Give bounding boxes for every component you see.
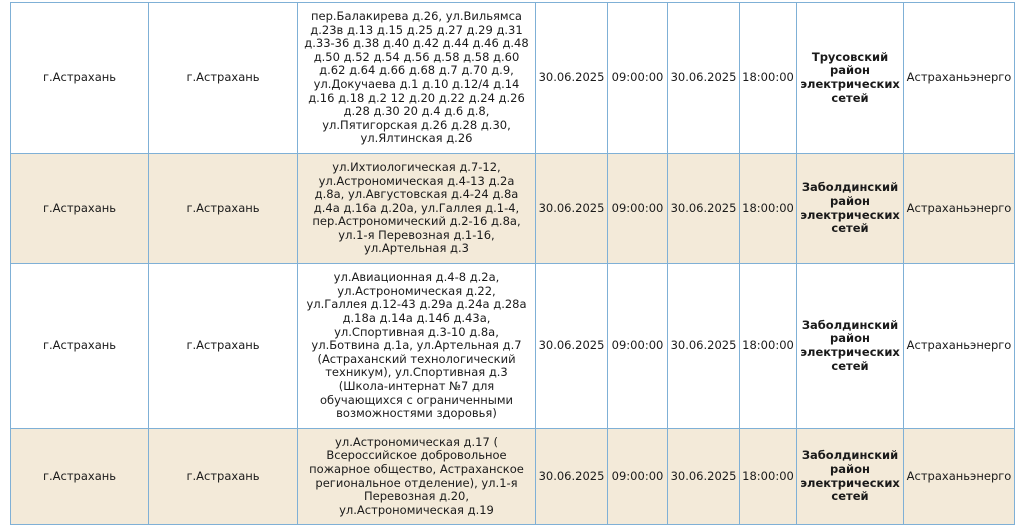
start-time-cell: 09:00:00 — [608, 154, 668, 264]
organization-cell: Астраханьэнерго — [904, 3, 1015, 154]
locality-cell: г.Астрахань — [149, 3, 298, 154]
end-time-cell: 18:00:00 — [740, 429, 797, 525]
address-line: ул.Ихтиологическая д.7-12, — [332, 159, 501, 174]
start-date-cell: 30.06.2025 — [536, 154, 608, 264]
start-date-cell: 30.06.2025 — [536, 264, 608, 429]
table-row — [11, 154, 1015, 264]
address-line: (Школа-интернат №7 для — [338, 378, 495, 393]
address-cell — [298, 154, 536, 264]
region-cell: г.Астрахань — [11, 429, 149, 525]
address-line: ул.Авиационная д.4-8 д.2а, — [333, 270, 500, 285]
department-line: Трусовский — [811, 49, 889, 64]
address-line: д.4а д.16а д.20а, ул.Галлея д.1-4, — [313, 200, 520, 215]
address-cell — [298, 3, 536, 154]
address-line: региональное отделение), ул.1-я — [315, 475, 518, 490]
start-date-cell: 30.06.2025 — [536, 429, 608, 525]
address-line: ул.Галлея д.12-43 д.29а д.24а д.28а — [306, 297, 527, 312]
end-date-cell: 30.06.2025 — [668, 264, 740, 429]
address-line: ул.Пятигорская д.26 д.28 д.30, — [322, 117, 511, 132]
department-line: район — [830, 63, 870, 78]
address-line: ул.Астрономическая д.17 ( — [335, 434, 498, 449]
address-line: (Астраханский технологический — [317, 351, 516, 366]
address-line: д.8а, ул.Августовская д.4-24 д.8а — [314, 187, 519, 202]
address-line: возможностями здоровья) — [336, 406, 497, 421]
department-line: электрических — [800, 77, 900, 91]
department-line: Заболдинский — [801, 180, 899, 195]
department-line: сетей — [831, 358, 869, 373]
start-date-cell: 30.06.2025 — [536, 3, 608, 154]
department-line: сетей — [831, 90, 869, 105]
department-line: электрических — [800, 207, 900, 222]
start-time-cell: 09:00:00 — [608, 264, 668, 429]
region-cell: г.Астрахань — [11, 154, 149, 264]
table-row — [11, 3, 1015, 154]
department-cell — [797, 3, 904, 154]
address-line: ул.1-я Перевозная д.1-16, — [338, 227, 495, 242]
department-line: район — [830, 193, 870, 208]
address-cell — [298, 264, 536, 429]
address-line: ул.Спортивная д.3-10 д.8а, — [334, 324, 499, 339]
department-line: сетей — [831, 489, 869, 504]
address-line: д.16 д.18 д.2 12 д.20 д.22 д.24 д.26 — [308, 90, 525, 105]
address-line: д.33-36 д.38 д.40 д.42 д.44 д.46 д.48 — [304, 36, 529, 51]
address-line: д.23в д.13 д.15 д.25 д.27 д.29 д.31 — [310, 22, 523, 37]
department-cell — [797, 429, 904, 525]
address-line: обучающихся с ограниченными — [320, 392, 513, 407]
department-line: электрических — [800, 475, 900, 490]
department-line: район — [830, 461, 870, 476]
address-line: ул.Артельная д.3 — [364, 241, 469, 256]
address-line: д.18а д.14а д.14б д.43а, — [342, 311, 491, 326]
outage-table — [10, 2, 1015, 525]
end-date-cell: 30.06.2025 — [668, 154, 740, 264]
end-time-cell: 18:00:00 — [740, 264, 797, 429]
address-line: ул.Астрономическая д.19 — [339, 502, 494, 517]
address-line: пожарное общество, Астраханское — [309, 461, 524, 476]
end-time-cell: 18:00:00 — [740, 3, 797, 154]
department-line: Заболдинский — [801, 448, 899, 463]
address-line: д.50 д.52 д.54 д.56 д.58 д.58 д.60 — [313, 49, 520, 64]
department-line: Заболдинский — [801, 317, 899, 332]
end-date-cell: 30.06.2025 — [668, 429, 740, 525]
organization-cell: Астраханьэнерго — [904, 154, 1015, 264]
address-line: ул.Ботвина д.1а, ул.Артельная д.7 — [311, 338, 522, 353]
locality-cell: г.Астрахань — [149, 264, 298, 429]
locality-cell: г.Астрахань — [149, 429, 298, 525]
address-line: ул.Ялтинская д.26 — [360, 131, 473, 146]
department-line: район — [830, 331, 870, 346]
department-line: электрических — [800, 345, 900, 359]
start-time-cell: 09:00:00 — [608, 429, 668, 525]
region-cell: г.Астрахань — [11, 264, 149, 429]
organization-cell: Астраханьэнерго — [904, 264, 1015, 429]
outage-table-body — [11, 3, 1015, 525]
department-cell — [797, 154, 904, 264]
address-line: ул.Докучаева д.1 д.10 д.12/4 д.14 — [313, 77, 520, 91]
locality-cell: г.Астрахань — [149, 154, 298, 264]
address-line: Перевозная д.20, — [363, 489, 470, 504]
department-line: сетей — [831, 221, 869, 236]
end-time-cell: 18:00:00 — [740, 154, 797, 264]
department-cell — [797, 264, 904, 429]
address-cell — [298, 429, 536, 525]
address-line: д.62 д.64 д.66 д.68 д.7 д.70 д.9, — [319, 63, 514, 78]
organization-cell: Астраханьэнерго — [904, 429, 1015, 525]
address-line: пер.Астрономический д.2-16 д.8а, — [312, 214, 521, 229]
table-row — [11, 264, 1015, 429]
end-date-cell: 30.06.2025 — [668, 3, 740, 154]
address-line: ул.Астрономическая д.4-13 д.2а — [318, 173, 515, 188]
address-line: ул.Астрономическая д.22, — [337, 283, 496, 298]
region-cell: г.Астрахань — [11, 3, 149, 154]
address-line: пер.Балакирева д.26, ул.Вильямса — [311, 9, 522, 24]
address-line: техникум), ул.Спортивная д.3 — [325, 365, 508, 380]
start-time-cell: 09:00:00 — [608, 3, 668, 154]
address-line: д.28 д.30 20 д.4 д.6 д.8, — [343, 104, 490, 119]
table-row — [11, 429, 1015, 525]
address-line: Всероссийское добровольное — [326, 448, 507, 463]
